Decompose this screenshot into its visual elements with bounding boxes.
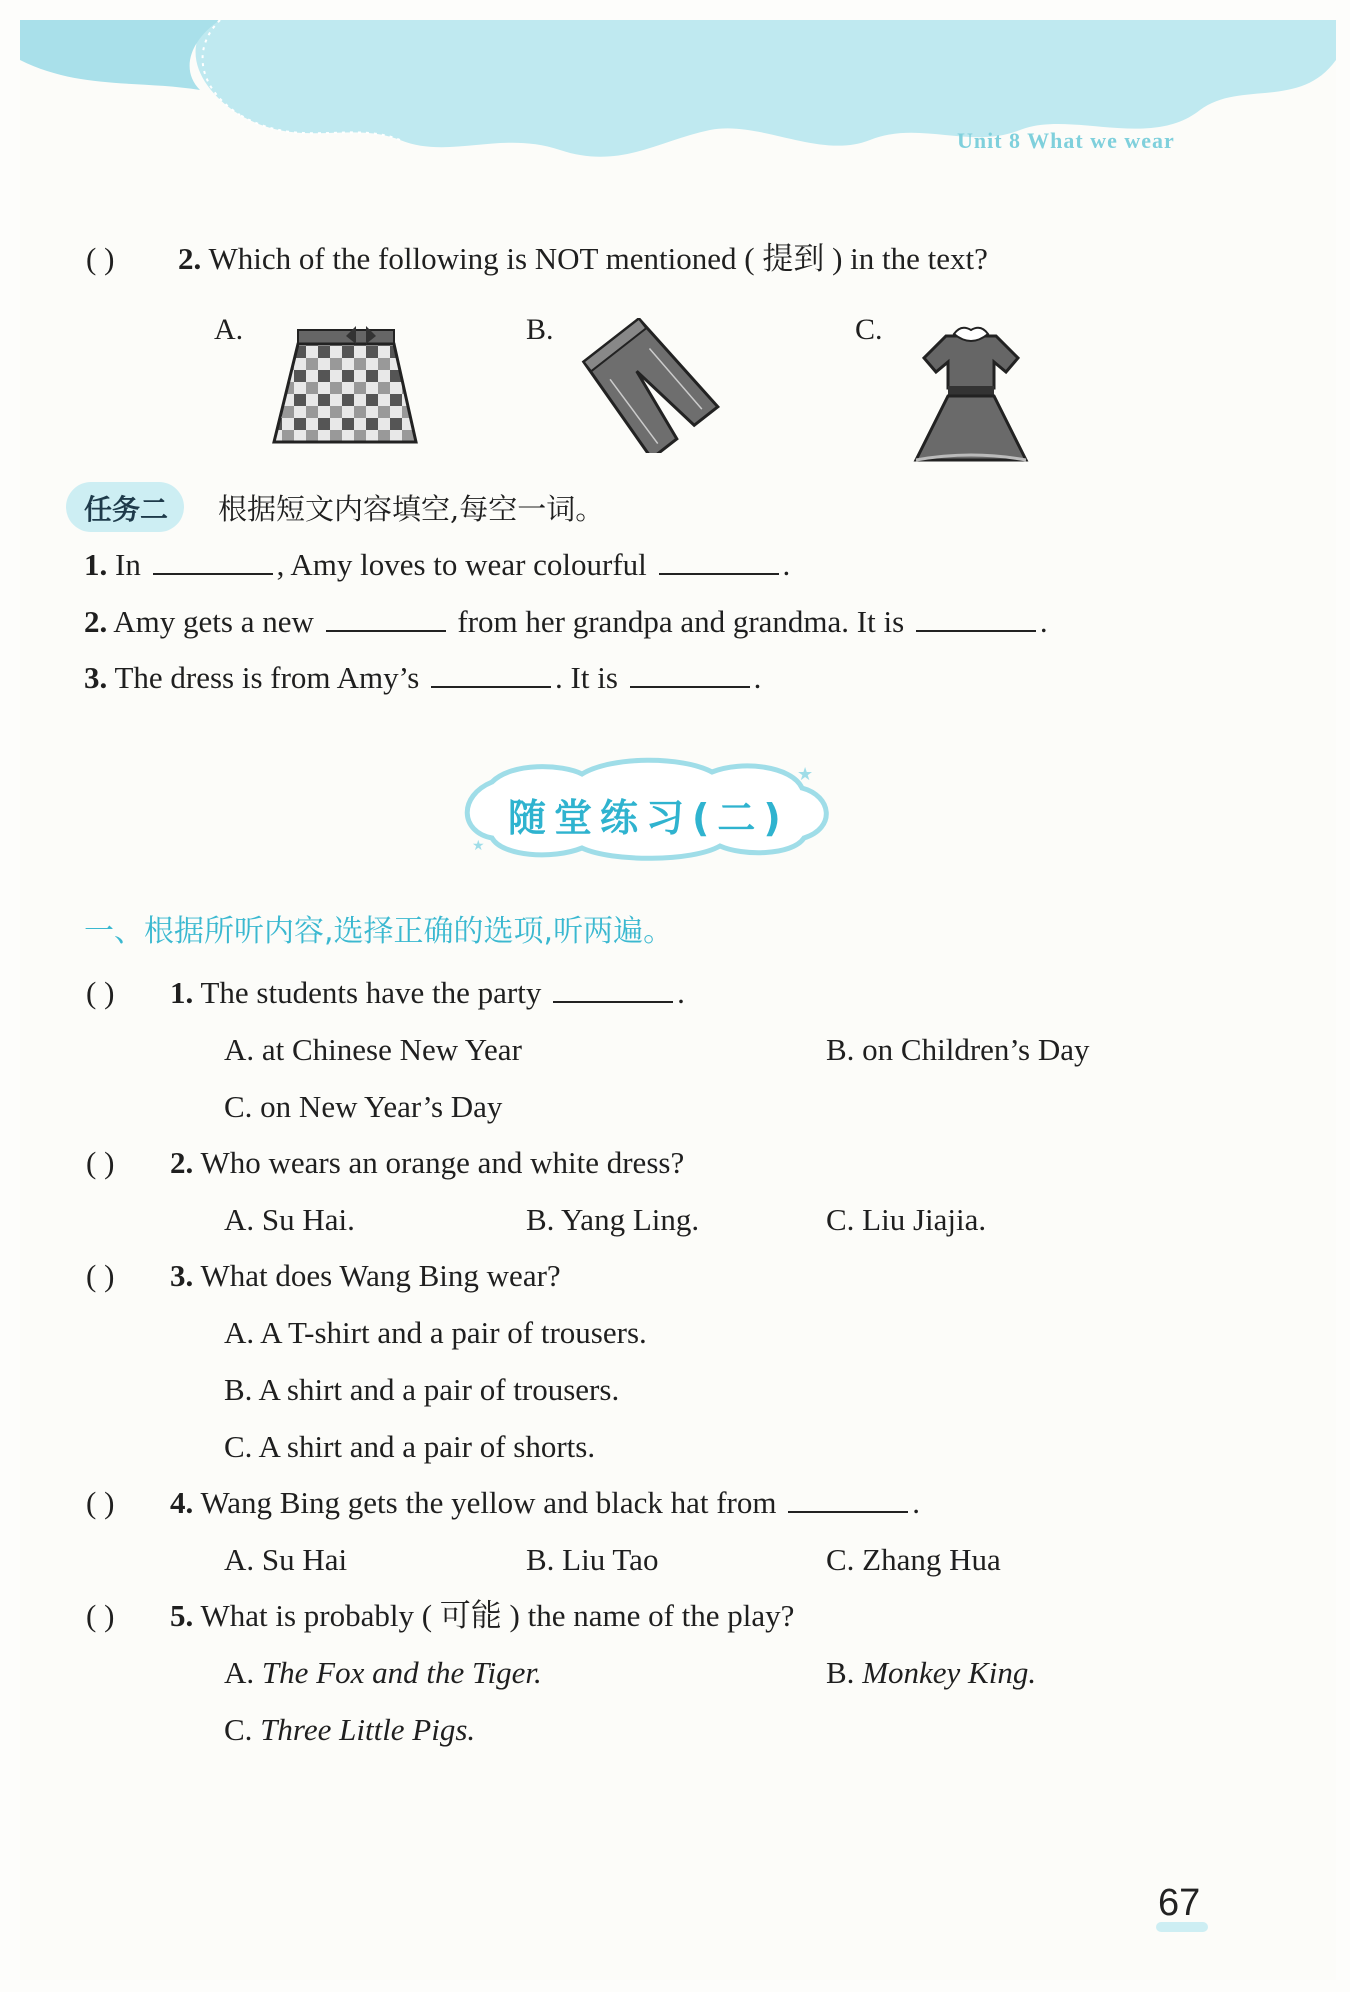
unit-title: Unit 8 What we wear (957, 128, 1175, 153)
answer-paren[interactable]: ( ) (86, 1598, 115, 1633)
question-text: Wang Bing gets the yellow and black hat from (200, 1485, 777, 1520)
blank-input[interactable] (916, 604, 1036, 632)
dress-icon[interactable] (906, 322, 1036, 467)
option-title: The Fox and the Tiger. (261, 1655, 542, 1690)
skirt-icon[interactable] (270, 322, 420, 450)
question-2 (178, 239, 988, 279)
question-number: 5. (170, 1598, 194, 1633)
trousers-icon[interactable] (572, 318, 722, 453)
item-text: The dress is from Amy’s (114, 660, 420, 695)
task-instruction: 根据短文内容填空,每空一词。 (218, 492, 605, 526)
question-number: 4. (170, 1485, 194, 1520)
task-badge-label: 任务二 (84, 493, 169, 526)
item-text: . It is (555, 660, 618, 695)
blank-input[interactable] (553, 975, 673, 1003)
option-b[interactable]: B. Yang Ling. (526, 1202, 700, 1237)
question-text: The students have the party (200, 975, 542, 1010)
question-2 (170, 1143, 684, 1183)
svg-text:★: ★ (797, 764, 814, 785)
option-b[interactable]: B. Liu Tao (526, 1542, 659, 1577)
item-number: 2. (84, 604, 108, 639)
item-text: , Amy loves to wear colourful (276, 547, 647, 582)
question-number: 2. (170, 1145, 194, 1180)
blank-input[interactable] (630, 660, 750, 688)
option-letter: A. (224, 1655, 255, 1690)
fill-item-1 (84, 545, 790, 585)
option-a[interactable] (224, 1653, 542, 1693)
question-4 (170, 1483, 920, 1523)
option-letter: C. (224, 1712, 253, 1747)
item-number: 3. (84, 660, 108, 695)
option-a[interactable]: A. Su Hai (224, 1542, 348, 1577)
question-text: Which of the following is NOT mentioned ( 提到 ) in the text? (208, 241, 988, 276)
blank-input[interactable] (153, 547, 273, 575)
option-b[interactable] (826, 1653, 1036, 1693)
question-5 (170, 1596, 794, 1636)
fill-item-3 (84, 658, 761, 698)
task-badge (66, 482, 184, 532)
page-number: 67 (1158, 1882, 1201, 1924)
answer-paren[interactable]: ( ) (86, 1258, 115, 1293)
item-text: from her grandpa and grandma. It is (457, 604, 905, 639)
option-title: Monkey King. (862, 1655, 1037, 1690)
question-text: What is probably ( 可能 ) the name of the play? (200, 1598, 795, 1633)
fill-item-2 (84, 602, 1048, 642)
practice-title: 随堂练习(二) (508, 796, 789, 840)
item-text: In (115, 547, 141, 582)
option-b-label: B. (526, 313, 554, 346)
question-tail: . (677, 975, 685, 1010)
option-c[interactable]: C. A shirt and a pair of shorts. (224, 1429, 596, 1464)
option-letter: B. (826, 1655, 855, 1690)
item-number: 1. (84, 547, 108, 582)
question-1 (170, 973, 685, 1013)
header-cloud-band (20, 20, 1336, 180)
question-3 (170, 1256, 561, 1296)
option-a[interactable]: A. at Chinese New Year (224, 1032, 522, 1067)
option-c[interactable]: C. Liu Jiajia. (826, 1202, 987, 1237)
question-number: 1. (170, 975, 194, 1010)
blank-input[interactable] (326, 604, 446, 632)
blank-input[interactable] (431, 660, 551, 688)
question-number: 3. (170, 1258, 194, 1293)
option-c[interactable]: C. Zhang Hua (826, 1542, 1001, 1577)
question-text: What does Wang Bing wear? (200, 1258, 561, 1293)
blank-input[interactable] (788, 1485, 908, 1513)
option-b[interactable]: B. on Children’s Day (826, 1032, 1090, 1067)
answer-paren[interactable]: ( ) (86, 975, 115, 1010)
answer-paren[interactable]: ( ) (86, 1145, 115, 1180)
option-a-label: A. (214, 313, 244, 346)
option-c-label: C. (855, 313, 883, 346)
item-text: . (753, 660, 762, 695)
item-text: Amy gets a new (113, 604, 314, 639)
option-a[interactable]: A. Su Hai. (224, 1202, 355, 1237)
item-text: . (1039, 604, 1048, 639)
section-heading: 一、根据所听内容,选择正确的选项,听两遍。 (84, 914, 674, 949)
item-text: . (782, 547, 791, 582)
question-tail: . (912, 1485, 920, 1520)
option-a[interactable]: A. A T-shirt and a pair of trousers. (224, 1315, 647, 1350)
blank-input[interactable] (659, 547, 779, 575)
question-text: Who wears an orange and white dress? (200, 1145, 685, 1180)
answer-paren[interactable]: ( ) (86, 1485, 115, 1520)
option-b[interactable]: B. A shirt and a pair of trousers. (224, 1372, 620, 1407)
option-c[interactable]: C. on New Year’s Day (224, 1089, 503, 1124)
answer-paren[interactable]: ( ) (86, 241, 115, 276)
option-c[interactable] (224, 1710, 475, 1750)
svg-text:★: ★ (472, 838, 485, 854)
question-number: 2. (178, 241, 202, 276)
option-title: Three Little Pigs. (260, 1712, 476, 1747)
